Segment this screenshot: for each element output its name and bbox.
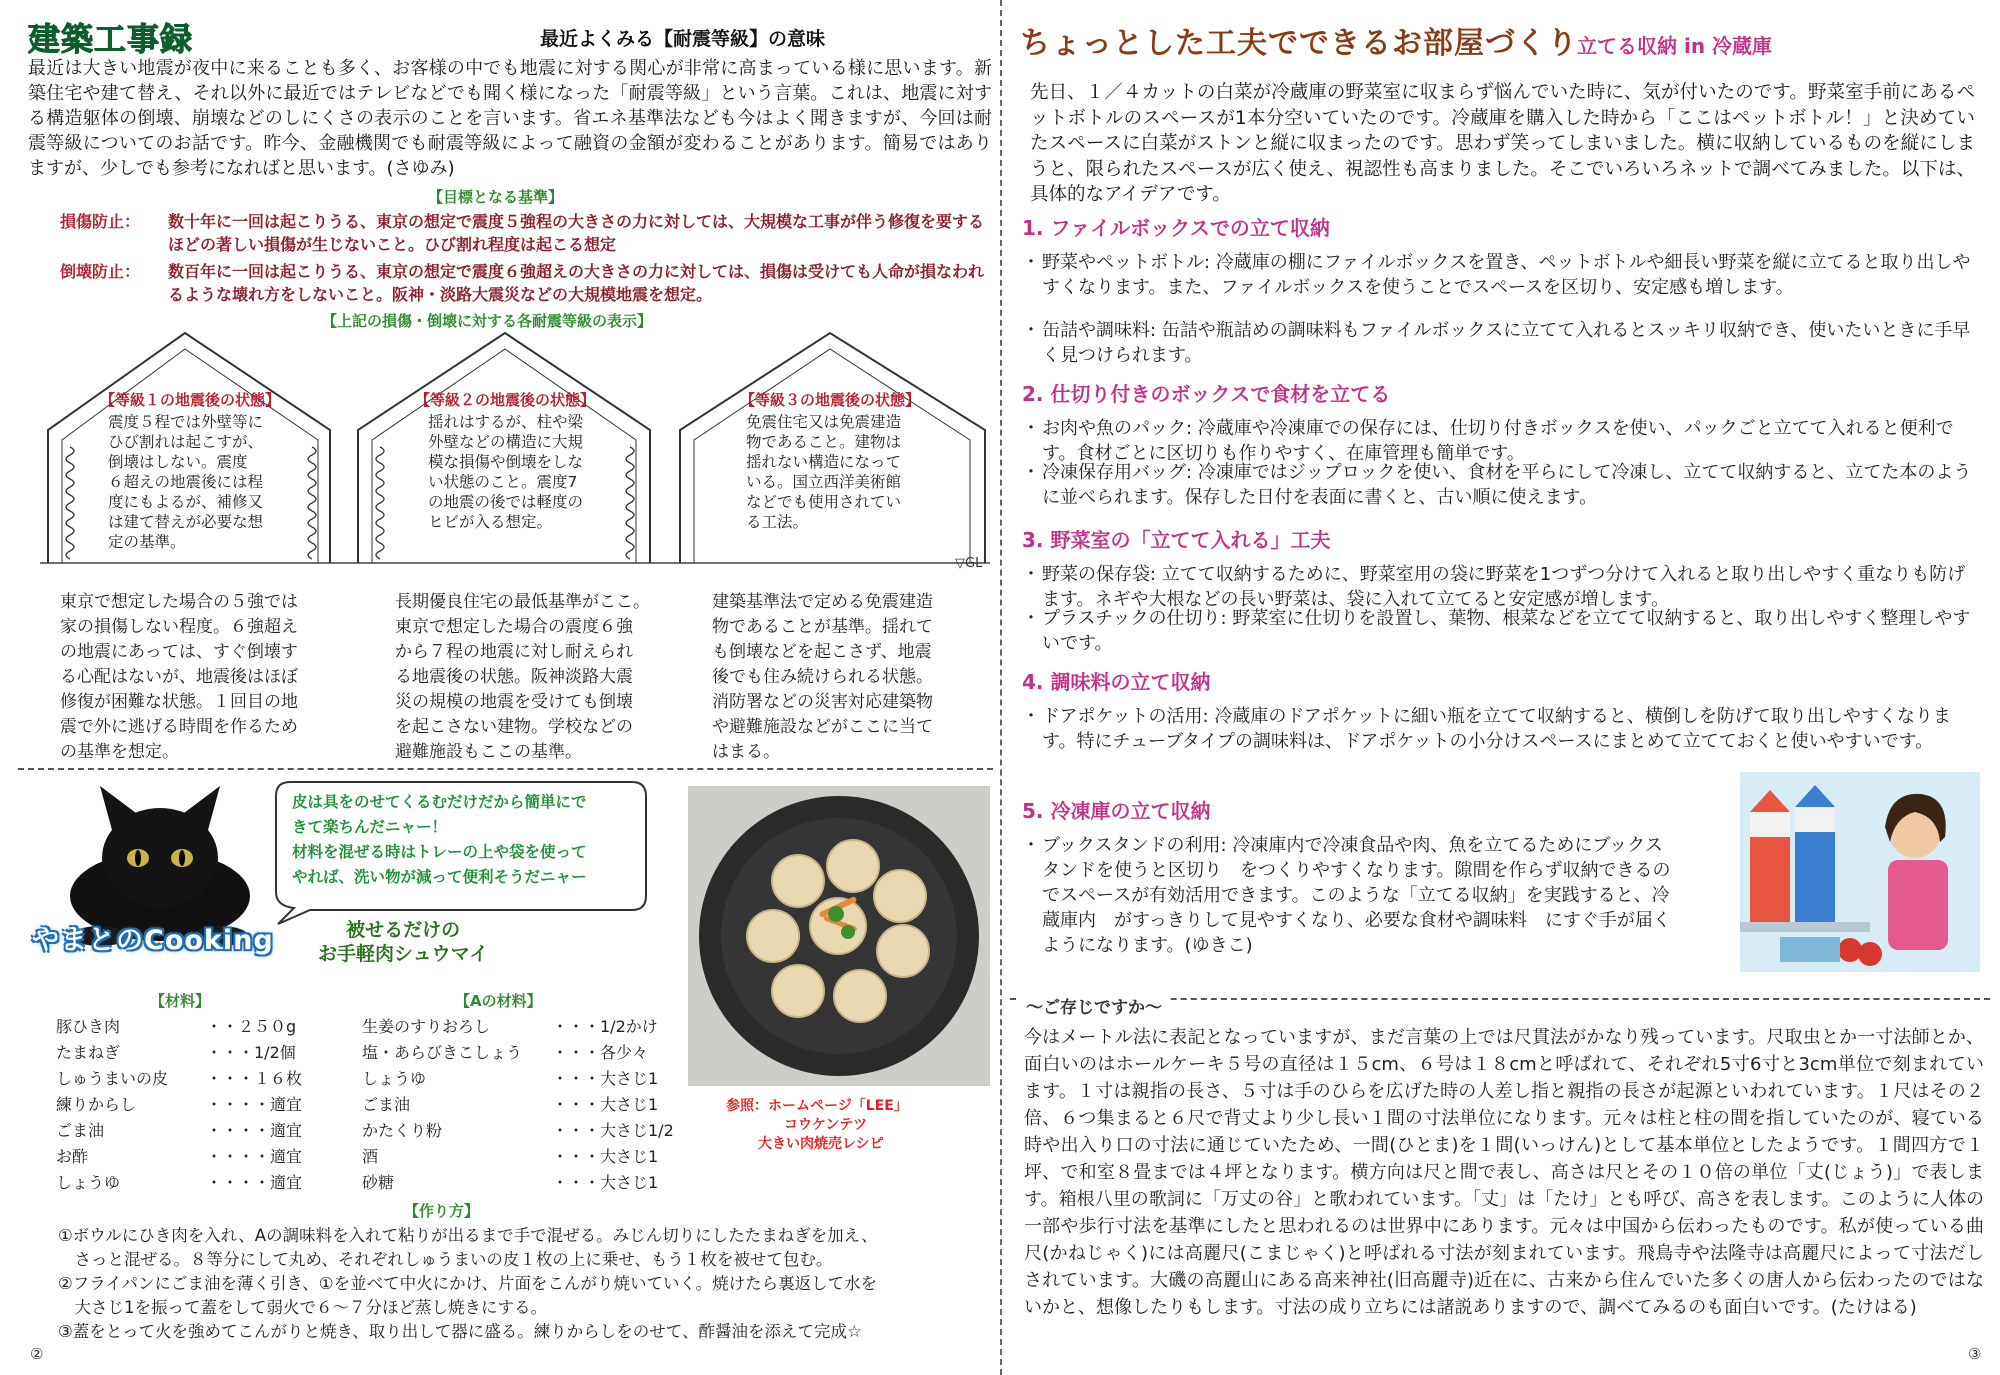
ingredient-row	[362, 1014, 682, 1040]
ingredient-row	[56, 1014, 356, 1040]
house-text-line: は建て替えが必要な想	[108, 513, 264, 531]
description-line: 物であることが基準。揺れて	[712, 617, 933, 637]
recipe-title	[318, 918, 488, 966]
ingredients-heading: 【材料】	[150, 992, 211, 1010]
ingredient-row	[56, 1040, 356, 1066]
ingredient-row	[56, 1170, 356, 1196]
column-subtitle-right: 立てる収納 in 冷蔵庫	[1577, 34, 1773, 58]
ingredient-amount: ・・・・適宜	[206, 1095, 303, 1114]
house-1-title: 【等級１の地震後の状態】	[100, 391, 281, 409]
storage-tip-text: プラスチックの仕切り: 野菜室に仕切りを設置し、葉物、根菜などを立てて収納すると、取り出しやすく整理しやすいです。	[1042, 608, 1971, 654]
page-fold-line	[1000, 0, 1002, 1375]
ingredient-name: ごま油	[56, 1121, 105, 1140]
goal-damage-prevention	[60, 210, 990, 256]
ingredient-row	[362, 1066, 682, 1092]
ingredient-row	[56, 1118, 356, 1144]
reference-line: 大きい肉焼売レシピ	[758, 1136, 884, 1152]
storage-section-heading: 5. 冷凍庫の立て収納	[1022, 799, 1211, 823]
ingredient-amount: ・・・大さじ1/2	[552, 1121, 674, 1140]
speech-line: 材料を混ぜる時はトレーの上や袋を使って	[292, 843, 587, 861]
house-diagram	[0, 325, 1000, 575]
goal-collapse-prevention	[60, 260, 990, 306]
goal-text: 数百年に一回は起こりうる、東京の想定で震度６強超えの大きさの力に対しては、損傷は受けても人命が損なわれるような壊れ方をしないこと。阪神・淡路大震災などの大規模地震を想定。	[168, 262, 985, 304]
section-divider	[18, 768, 993, 770]
storage-tip-text: 缶詰や調味料: 缶詰や瓶詰めの調味料もファイルボックスに立てて入れるとスッキリ収納でき、使いたいときに手早く見つけられます。	[1042, 320, 1971, 366]
right-intro-paragraph: 先日、１／４カットの白菜が冷蔵庫の野菜室に収まらず悩んでいた時に、気が付いたのです。野菜室手前にあるペットボトルのスペースが1本分空いていたのです。冷蔵庫を購入した時から「ここはペットボトル！」と決めていたスペースに白菜がストンと縦に収まったのです。思わず笑ってしまいました。横に収納しているものを縦にしまうと、限られたスペースが広く使え、視認性も高まりました。そこでいろいろネットで調べてみました。以下は、具体的なアイデアです。	[1030, 82, 1975, 205]
ingredient-amount: ・・・・適宜	[206, 1121, 303, 1140]
spring-2-right	[626, 447, 634, 559]
recipe-title-line-2: お手軽肉シュウマイ	[318, 943, 489, 965]
speech-line: やれば、洗い物が減って便利そうだニャー	[292, 868, 587, 886]
description-line: る心配はないが、地震後はほぼ	[60, 667, 298, 687]
storage-tip	[1022, 250, 1982, 300]
ingredient-name: かたくり粉	[362, 1121, 443, 1140]
bullet-icon: ・	[1022, 252, 1040, 273]
ingredient-row	[56, 1066, 356, 1092]
house-1-description	[60, 590, 330, 765]
ingredient-name: お酢	[56, 1147, 89, 1166]
intro-paragraph: 最近は大きい地震が夜中に来ることも多く、お客様の中でも地震に対する関心が非常に高まっている様に思います。新築住宅や建て替え、それ以外に最近ではテレビなどでも聞く様になった「耐震等級」という言葉。これは、地震に対する構造躯体の倒壊、崩壊などのしにくさの表示のことを言います。省エネ基準法なども今はよく聞きますが、今回は耐震等級についてのお話です。昨今、金融機関でも耐震等級によって融資の金額が変わることがあります。簡易ではありますが、少しでも参考になればと思います。(さゆみ)	[28, 58, 992, 179]
house-text-line: ひび割れは起こすが、	[108, 433, 264, 451]
house-text-line: 揺れはするが、柱や梁	[428, 413, 584, 431]
steps-heading: 【作り方】	[404, 1202, 480, 1220]
description-line: や避難施設などがここに当て	[712, 717, 933, 737]
speech-text	[292, 790, 640, 890]
column-title: 建築工事録	[28, 20, 194, 58]
ingredient-amount: ・・・大さじ1	[552, 1147, 659, 1166]
description-line: 家の損傷しない程度。６強超え	[60, 617, 298, 637]
storage-tip-text: 冷凍保存用バッグ: 冷凍庫ではジップロックを使い、食材を平らにして冷凍し、立てて収納すると、立てた本のように並べられます。保存した日付を表面に書くと、古い順に使えます。	[1042, 462, 1972, 508]
storage-section-heading: 1. ファイルボックスでの立て収納	[1022, 216, 1330, 240]
description-line: はまる。	[712, 742, 780, 762]
page-number-right: ③	[1968, 1345, 1982, 1363]
description-line: る地震後の状態。阪神淡路大震	[395, 667, 633, 687]
description-line: 東京で想定した場合の５強では	[60, 592, 298, 612]
ingredient-row	[362, 1144, 682, 1170]
ingredient-row	[56, 1092, 356, 1118]
storage-tip-text: 野菜やペットボトル: 冷蔵庫の棚にファイルボックスを置き、ペットボトルや細長い野菜を縦に立てると取り出しやすくなります。また、ファイルボックスを使うことでスペースを区切り、安定感も増します。	[1042, 252, 1971, 298]
ingredient-amount: ・・・１６枚	[206, 1069, 303, 1088]
ingredient-name: しゅうまいの皮	[56, 1069, 169, 1088]
did-you-know-text: 今はメートル法に表記となっていますが、まだ言葉の上では尺貫法がかなり残っています。尺取虫とか一寸法師とか、面白いのはホールケーキ５号の直径は１５cm、６号は１８cmと呼ばれて、それぞれ5寸6寸と3cm単位で刻まれています。１寸は親指の長さ、５寸は手のひらを広げた時の人差し指と親指の長さが起源といわれています。１尺はその２倍、６つ集まると６尺で背丈より少し長い１間の寸法単位になります。元々は柱と柱の間を指していたのが、寝ている時や出入り口の寸法に通じていたため、一間(ひとま)を１間(いっけん)として基本単位としたようです。１間四方で１坪、で和室８畳までは４坪となります。横方向は尺と間で表し、高さは尺とその１０倍の単位「丈(じょう)」で表します。箱根八里の歌詞に「万丈の谷」と歌われています。「丈」は「たけ」とも呼び、高さを表します。このように人体の一部や歩行寸法を基準にしたと思われるのは世界中にあります。元々は中国から伝わったものです。私が使っている曲尺(かねじゃく)には高麗尺(こまじゃく)と呼ばれる寸法が刻まれています。飛鳥寺や法隆寺は高麗尺によって寸法だしされています。大磯の高麗山にある高来神社(旧高麗寺)近在に、古来から住んでいた多くの唐人から伝わったのではないかと、想像したりもします。寸法の成り立ちには諸説ありますので、調べてみるのも面白いです。(たけはる)	[1024, 1027, 1984, 1318]
ingredient-name: ごま油	[362, 1095, 411, 1114]
goal-text: 数十年に一回は起こりうる、東京の想定で震度５強程の大きさの力に対しては、大規模な工事が伴う修復を要するほどの著しい損傷が生じないこと。ひび割れ程度は起こる想定	[168, 212, 985, 254]
description-line: 消防署などの災害対応建築物	[712, 692, 933, 712]
storage-tip-text: ドアポケットの活用: 冷蔵庫のドアポケットに細い瓶を立てて収納すると、横倒しを防げて取り出しやすくなります。特にチューブタイプの調味料は、ドアポケットの小分けスペースにまとめて立てておくと使いやすいです。	[1042, 706, 1951, 752]
house-3-title: 【等級３の地震後の状態】	[740, 391, 921, 409]
ingredient-amount: ・・・大さじ1	[552, 1069, 659, 1088]
house-text-line: 倒壊はしない。震度	[108, 453, 248, 471]
house-3-lines	[746, 413, 902, 531]
ingredient-row	[362, 1040, 682, 1066]
storage-tip	[1022, 416, 1982, 466]
ingredient-amount: ・・・・適宜	[206, 1147, 303, 1166]
house-text-line: の地震の後では軽度の	[428, 493, 584, 511]
bullet-icon: ・	[1022, 835, 1040, 856]
storage-tip-text: 野菜の保存袋: 立てて収納するために、野菜室用の袋に野菜を1つずつ分けて入れると取り出しやすく重なりも防げます。ネギや大根などの長い野菜は、袋に入れて立てると安定感が増します。	[1042, 564, 1966, 610]
storage-tip	[1022, 562, 1982, 612]
ingredient-amount: ・・・1/2かけ	[552, 1017, 658, 1036]
step-line: ③蓋をとって火を強めてこんがりと焼き、取り出して器に盛る。練りからしをのせて、酢醤油を添えて完成☆	[58, 1322, 862, 1341]
description-line: 災の規模の地震を受けても倒壊	[395, 692, 633, 712]
ingredient-amount: ・・・1/2個	[206, 1043, 296, 1062]
house-text-line: 度にもよるが、補修又	[108, 493, 264, 511]
description-line: の地震にあっては、すぐ倒壊す	[60, 642, 298, 662]
house-text-line: 外壁などの構造に大規	[428, 433, 584, 451]
house-2-description	[395, 590, 685, 765]
ingredient-amount: ・・・・適宜	[206, 1173, 303, 1192]
article-title: 最近よくみる【耐震等級】の意味	[540, 28, 826, 50]
steps-list	[58, 1224, 993, 1344]
house-text-line: 免震住宅又は免震建造	[746, 413, 902, 431]
description-line: 後でも住み続けられる状態。	[712, 667, 933, 687]
display-heading: 【上記の損傷・倒壊に対する各耐震等級の表示】	[322, 312, 653, 330]
step-line: 大さじ1を振って蓋をして弱火で６～７分ほど蒸し焼きにする。	[58, 1298, 547, 1317]
house-text-line: ６超えの地震後には程	[108, 473, 264, 491]
storage-tip-text: ブックスタンドの利用: 冷凍庫内で冷凍食品や肉、魚を立てるためにブックスタンドを使うと区切り をつくりやすくなります。隙間を作らず収納できるのでスペースが有効活用できます。このような「立てる収納」を実践すると、冷蔵庫内 がすっきりして見やすくなり、必要な食材や調味料 にすぐ手が届くようになります。(ゆきこ)	[1042, 835, 1671, 956]
reference-line: 参照：ホームページ「LEE」	[726, 1098, 908, 1114]
a-ingredients-heading: 【Aの材料】	[455, 992, 542, 1010]
ingredient-amount: ・・・各少々	[552, 1043, 649, 1062]
ingredient-name: たまねぎ	[56, 1043, 121, 1062]
ingredient-name: 豚ひき肉	[56, 1017, 121, 1036]
description-line: 修復が困難な状態。１回目の地	[60, 692, 298, 712]
fridge-illustration	[1740, 772, 1980, 972]
shumai-photo	[688, 786, 990, 1086]
storage-section-heading: 4. 調味料の立て収納	[1022, 670, 1211, 694]
bullet-icon: ・	[1022, 320, 1040, 341]
ingredient-name: 砂糖	[362, 1173, 395, 1192]
ingredient-name: しょうゆ	[56, 1173, 121, 1192]
storage-tip-text: お肉や魚のパック: 冷蔵庫や冷凍庫での保存には、仕切り付きボックスを使い、パックごと立てて入れると便利です。食材ごとに区切りも作りやすく、在庫管理も簡単です。	[1042, 418, 1954, 464]
bullet-icon: ・	[1022, 564, 1040, 585]
storage-tip	[1022, 460, 1982, 510]
description-line: から７程の地震に対し耐えられ	[395, 642, 633, 662]
storage-tip	[1022, 606, 1982, 656]
description-line: を起こさない建物。学校などの	[395, 717, 633, 737]
house-text-line: 揺れない構造になって	[746, 453, 902, 471]
ingredient-row	[56, 1144, 356, 1170]
reference-line: コウケンテツ	[784, 1117, 868, 1133]
house-1-lines	[108, 413, 264, 551]
gl-label: ▽GL	[955, 556, 983, 571]
house-text-line: 定の基準。	[108, 533, 186, 551]
a-ingredients-list	[362, 1014, 682, 1196]
description-line: 建築基準法で定める免震建造	[712, 592, 933, 612]
house-text-line: 物であること。建物は	[746, 433, 902, 451]
goal-key: 損傷防止：	[60, 212, 141, 231]
goal-heading: 【目標となる基準】	[428, 188, 564, 206]
ingredient-name: しょうゆ	[362, 1069, 427, 1088]
bullet-icon: ・	[1022, 418, 1040, 439]
description-line: 避難施設もここの基準。	[395, 742, 582, 762]
recipe-reference	[726, 1097, 908, 1154]
house-text-line: い状態のこと。震度7	[428, 473, 578, 491]
bullet-icon: ・	[1022, 706, 1040, 727]
bullet-icon: ・	[1022, 608, 1040, 629]
description-line: 東京で想定した場合の震度６強	[395, 617, 633, 637]
ingredient-row	[362, 1092, 682, 1118]
ingredient-name: 酒	[362, 1147, 379, 1166]
house-2-lines	[428, 412, 585, 531]
ingredient-name: 生姜のすりおろし	[362, 1017, 491, 1036]
page-number-left: ②	[30, 1345, 44, 1363]
ingredient-name: 練りからし	[56, 1095, 137, 1114]
spring-1-left	[66, 447, 74, 559]
ingredient-amount: ・・・大さじ1	[552, 1173, 659, 1192]
goal-key: 倒壊防止：	[60, 262, 141, 281]
spring-1-right	[308, 447, 316, 559]
storage-tip	[1022, 318, 1982, 368]
house-text-line: 模な損傷や倒壊をしな	[428, 453, 584, 471]
ingredient-row	[362, 1118, 682, 1144]
ingredients-list	[56, 1014, 356, 1196]
description-line: も倒壊などを起こさず、地震	[712, 642, 932, 662]
storage-tip	[1022, 833, 1672, 958]
house-3-description	[712, 590, 982, 765]
house-text-line: などでも使用されてい	[746, 493, 902, 511]
step-line: さっと混ぜる。８等分にして丸め、それぞれしゅうまいの皮１枚の上に乗せ、もう１枚を被せて包む。	[58, 1250, 833, 1269]
house-text-line: ヒビが入る想定。	[428, 513, 553, 531]
ingredient-row	[362, 1170, 682, 1196]
description-line: 震で外に逃げる時間を作るため	[60, 717, 298, 737]
recipe-title-line-1: 被せるだけの	[346, 919, 461, 941]
bullet-icon: ・	[1022, 462, 1040, 483]
description-line: の基準を想定。	[60, 742, 179, 762]
speech-line: 皮は具をのせてくるむだけだから簡単にで	[292, 793, 587, 811]
spring-2-left	[376, 447, 384, 559]
did-you-know-heading: ～ご存じですか～	[1020, 993, 1168, 1018]
description-line: 長期優良住宅の最低基準がここ。	[395, 592, 650, 612]
storage-tip	[1022, 704, 1982, 754]
step-line: ②フライパンにごま油を薄く引き、①を並べて中火にかけ、片面をこんがり焼いていく。焼けたら裏返して水を	[58, 1274, 878, 1293]
ingredient-amount: ・・２５０g	[206, 1017, 297, 1036]
house-text-line: る工法。	[746, 513, 809, 531]
storage-section-heading: 2. 仕切り付きのボックスで食材を立てる	[1022, 382, 1391, 406]
ingredient-amount: ・・・大さじ1	[552, 1095, 659, 1114]
house-2-title: 【等級２の地震後の状態】	[415, 391, 596, 409]
storage-section-heading: 3. 野菜室の「立てて入れる」工夫	[1022, 528, 1331, 552]
column-title-right: ちょっとした工夫でできるお部屋づくり	[1020, 26, 1578, 61]
speech-line: きて楽ちんだニャー！	[292, 818, 448, 836]
house-text-line: 震度５程では外壁等に	[108, 413, 264, 431]
cooking-logo: やまとのCooking	[32, 925, 274, 956]
house-text-line: いる。国立西洋美術館	[746, 473, 902, 491]
step-line: ①ボウルにひき肉を入れ、Aの調味料を入れて粘りが出るまで手で混ぜる。みじん切りにしたたまねぎを加え、	[58, 1226, 878, 1245]
ingredient-name: 塩・あらびきこしょう	[362, 1043, 523, 1062]
